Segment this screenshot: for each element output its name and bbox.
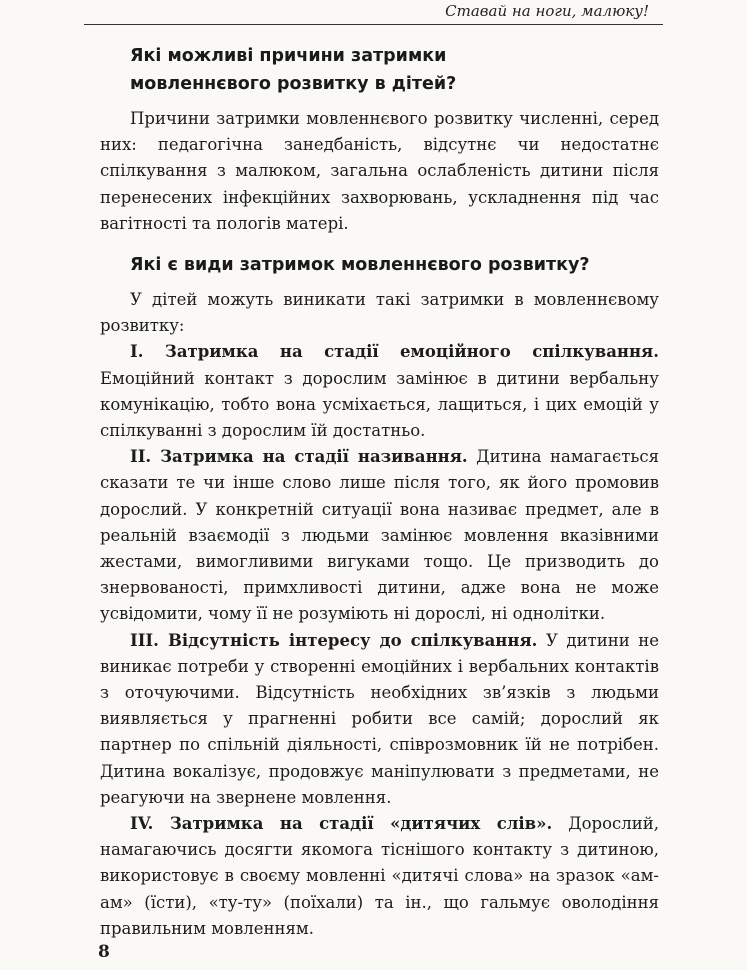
list-item-delay-3	[100, 628, 659, 811]
section-heading-types: Які є види затримок мовленнєвого розвитку?	[130, 255, 590, 276]
running-header-title: Ставай на ноги, малюку!	[445, 2, 649, 20]
list-item-delay-1	[100, 339, 659, 444]
list-item-delay-2	[100, 444, 659, 627]
page-body	[100, 40, 659, 942]
list-item-text: Дорослий, намагаючись досягти якомога тіснішого контакту з дитиною, використовує в своєму мовленні «дитячі слова» на зразок «ам-ам» (їсти), «ту-ту» (поїхали) та ін., що гальмує оволодіння правильним мовленням.	[100, 814, 659, 938]
paragraph-intro: У дітей можуть виникати такі затримки в мовленнєвому розвитку:	[100, 290, 659, 336]
list-item-text: У дитини не виникає потреби у створенні емоційних і вербальних контактів з оточуючими. Відсутність необхідних зв’язків з людьми виявляється у прагненні робити все самій; дорослий як партнер по спільній діяльності, співрозмовник їй не потрібен. Дитина вокалізує, продовжує маніпулювати з предметами, не реагуючи на звернене мовлення.	[100, 630, 660, 807]
list-item-lead: III. Відсутність інтересу до спілкування.	[130, 630, 538, 650]
list-item-lead: II. Затримка на стадії називання.	[130, 447, 468, 467]
list-item-text: Дитина намагається сказати те чи інше слово лише після того, як його промовив дорослий. У конкретній ситуації вона називає предмет, але в реальній взаємодії з людьми замінює мовлення вказівними жестами, вимогливими вигуками тощо. Це призводить до знервованості, примхливості дитини, адже вона не може усвідомити, чому її не розуміють ні дорослі, ні однолітки.	[100, 447, 659, 624]
section-heading-causes-line1: Які можливі причини затримки	[130, 46, 447, 66]
list-item-delay-4	[100, 811, 659, 942]
header-rule	[84, 24, 663, 25]
list-item-lead: I. Затримка на стадії емоційного спілкування.	[130, 342, 659, 362]
paragraph-causes: Причини затримки мовленнєвого розвитку численні, серед них: педагогічна занедбаність, відсутнє чи недостатнє спілкування з малюком, загальна ослабленість дитини після перенесених інфекційних захворювань, ускладнення під час вагітності та пологів матері.	[100, 109, 659, 233]
page-number: 8	[98, 942, 110, 962]
section-heading-causes-line2: мовленнєвого розвитку в дітей?	[130, 74, 457, 94]
list-item-lead: IV. Затримка на стадії «дитячих слів».	[130, 814, 553, 834]
section-heading-causes	[100, 42, 659, 98]
list-item-text: Емоційний контакт з дорослим замінює в дитини вербальну комунікацію, тобто вона усміхається, лащиться, і цих емоцій у спілкуванні з дорослим їй достатньо.	[100, 368, 659, 441]
